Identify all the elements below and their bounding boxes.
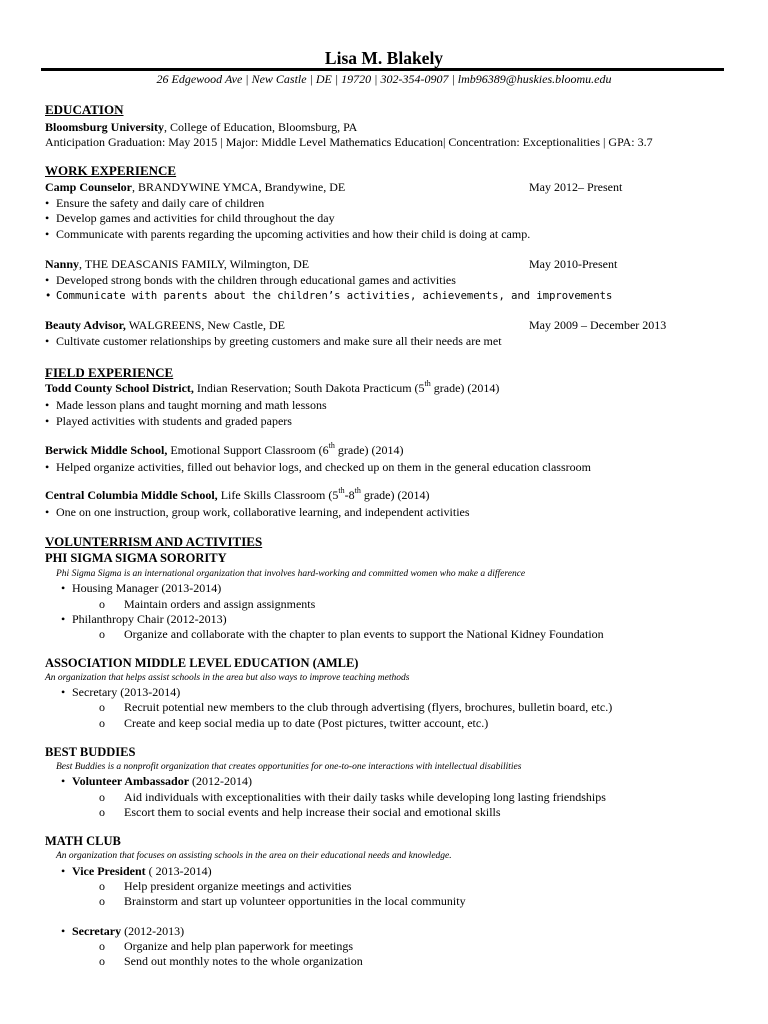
- task-item: o Organize and collaborate with the chapter to plan events to support the National Kidney Foundation: [124, 627, 604, 641]
- job-title-line: [45, 180, 345, 194]
- field-grade: grade) (2014): [360, 488, 430, 502]
- org-title: ASSOCIATION MIDDLE LEVEL EDUCATION (AMLE): [45, 656, 359, 670]
- field-placement: Indian Reservation; South Dakota Practicum (5: [193, 381, 425, 395]
- task-item: o Organize and help plan paperwork for meetings: [124, 939, 353, 953]
- job-dates: May 2010-Present: [529, 257, 618, 271]
- field-grade: grade) (2014): [334, 443, 404, 457]
- ordinal-suffix: th: [328, 441, 335, 450]
- org-description: Best Buddies is a nonprofit organization that creates opportunities for one-to-one interactions with intellectual disabilities: [56, 762, 522, 772]
- task-item: o Brainstorm and start up volunteer opportunities in the local community: [124, 894, 466, 908]
- list-item: • Played activities with students and graded papers: [56, 414, 292, 428]
- task-item: o Aid individuals with exceptionalities with their daily tasks while developing long lasting friendships: [124, 790, 606, 804]
- task-item: o Maintain orders and assign assignments: [124, 597, 315, 611]
- job-title: Beauty Advisor,: [45, 318, 126, 332]
- field-grade: grade) (2014): [430, 381, 500, 395]
- task-item: o Help president organize meetings and activities: [124, 879, 351, 893]
- org-description: An organization that focuses on assisting schools in the area on their educational needs and knowledge.: [56, 851, 452, 861]
- field-placement: Life Skills Classroom (5: [217, 488, 339, 502]
- job-title-line: [45, 318, 285, 332]
- role-dates: (2012-2013): [121, 924, 185, 938]
- field-title-line: [45, 443, 404, 457]
- work-heading: WORK EXPERIENCE: [45, 163, 177, 178]
- role-item: [72, 864, 212, 878]
- education-heading: EDUCATION: [45, 102, 124, 117]
- org-description: Phi Sigma Sigma is an international organization that involves hard-working and committed women who make a difference: [56, 569, 526, 579]
- list-item: • Helped organize activities, filled out behavior logs, and checked up on them in the general education classroom: [56, 460, 591, 474]
- job-dates: May 2009 – December 2013: [529, 318, 667, 332]
- list-item: • Developed strong bonds with the children through educational games and activities: [56, 273, 456, 287]
- org-title: BEST BUDDIES: [45, 745, 136, 759]
- contact-line: 26 Edgewood Ave | New Castle | DE | 19720 | 302-354-0907 | lmb96389@huskies.bloomu.edu: [156, 72, 612, 86]
- grade-range: -8: [344, 488, 355, 502]
- ordinal-suffix: th: [354, 486, 361, 495]
- job-employer: , THE DEASCANIS FAMILY, Wilmington, DE: [79, 257, 310, 271]
- org-title: PHI SIGMA SIGMA SORORITY: [45, 551, 227, 565]
- list-item: • Communicate with parents about the children’s activities, achievements, and improvements: [56, 289, 612, 303]
- role-title: Volunteer Ambassador: [72, 774, 190, 788]
- education-details: Anticipation Graduation: May 2015 | Major: Middle Level Mathematics Education| Concentration: Exceptionalities | GPA: 3.7: [45, 135, 653, 149]
- org-description: An organization that helps assist schools in the area but also ways to improve teaching methods: [45, 673, 410, 683]
- volunteer-heading: VOLUNTERRISM AND ACTIVITIES: [45, 534, 263, 549]
- task-item: o Send out monthly notes to the whole organization: [124, 954, 363, 968]
- field-school: Berwick Middle School,: [45, 443, 168, 457]
- task-item: o Create and keep social media up to date (Post pictures, twitter account, etc.): [124, 716, 488, 730]
- role-item: • Philanthropy Chair (2012-2013): [72, 612, 227, 626]
- resume-name: Lisa M. Blakely: [324, 48, 444, 68]
- field-school: Central Columbia Middle School,: [45, 488, 218, 502]
- job-title: Nanny: [45, 257, 80, 271]
- field-title-line: [45, 488, 429, 502]
- job-employer: , BRANDYWINE YMCA, Brandywine, DE: [132, 180, 346, 194]
- role-dates: (2012-2014): [189, 774, 253, 788]
- task-item: o Recruit potential new members to the club through advertising (flyers, brochures, bulletin board, etc.): [124, 700, 612, 714]
- list-item: • Ensure the safety and daily care of children: [56, 196, 264, 210]
- list-item: • Communicate with parents regarding the upcoming activities and how their child is doing at camp.: [56, 227, 530, 241]
- role-title: Secretary: [72, 924, 122, 938]
- job-dates: May 2012– Present: [529, 180, 623, 194]
- list-item: • Cultivate customer relationships by greeting customers and make sure all their needs are met: [56, 334, 502, 348]
- list-item: • Develop games and activities for child throughout the day: [56, 211, 335, 225]
- school-name: Bloomsburg University: [45, 120, 165, 134]
- role-dates: ( 2013-2014): [145, 864, 212, 878]
- task-item: o Escort them to social events and help increase their social and emotional skills: [124, 805, 501, 819]
- role-title: Vice President: [72, 864, 146, 878]
- list-item: • One on one instruction, group work, collaborative learning, and independent activities: [56, 505, 470, 519]
- job-employer: WALGREENS, New Castle, DE: [125, 318, 285, 332]
- school-details: , College of Education, Bloomsburg, PA: [164, 120, 358, 134]
- field-title-line: [45, 381, 499, 395]
- role-item: [72, 774, 252, 788]
- education-school-line: [45, 120, 357, 134]
- list-item: • Made lesson plans and taught morning and math lessons: [56, 398, 327, 412]
- role-item: • Housing Manager (2013-2014): [72, 581, 221, 595]
- job-title-line: [45, 257, 309, 271]
- role-item: [72, 924, 184, 938]
- field-school: Todd County School District,: [45, 381, 194, 395]
- ordinal-suffix: th: [338, 486, 345, 495]
- field-heading: FIELD EXPERIENCE: [45, 365, 174, 380]
- header-rule: [41, 68, 724, 71]
- job-title: Camp Counselor: [45, 180, 133, 194]
- role-item: • Secretary (2013-2014): [72, 685, 180, 699]
- org-title: MATH CLUB: [45, 834, 121, 848]
- field-placement: Emotional Support Classroom (6: [167, 443, 329, 457]
- ordinal-suffix: th: [424, 379, 431, 388]
